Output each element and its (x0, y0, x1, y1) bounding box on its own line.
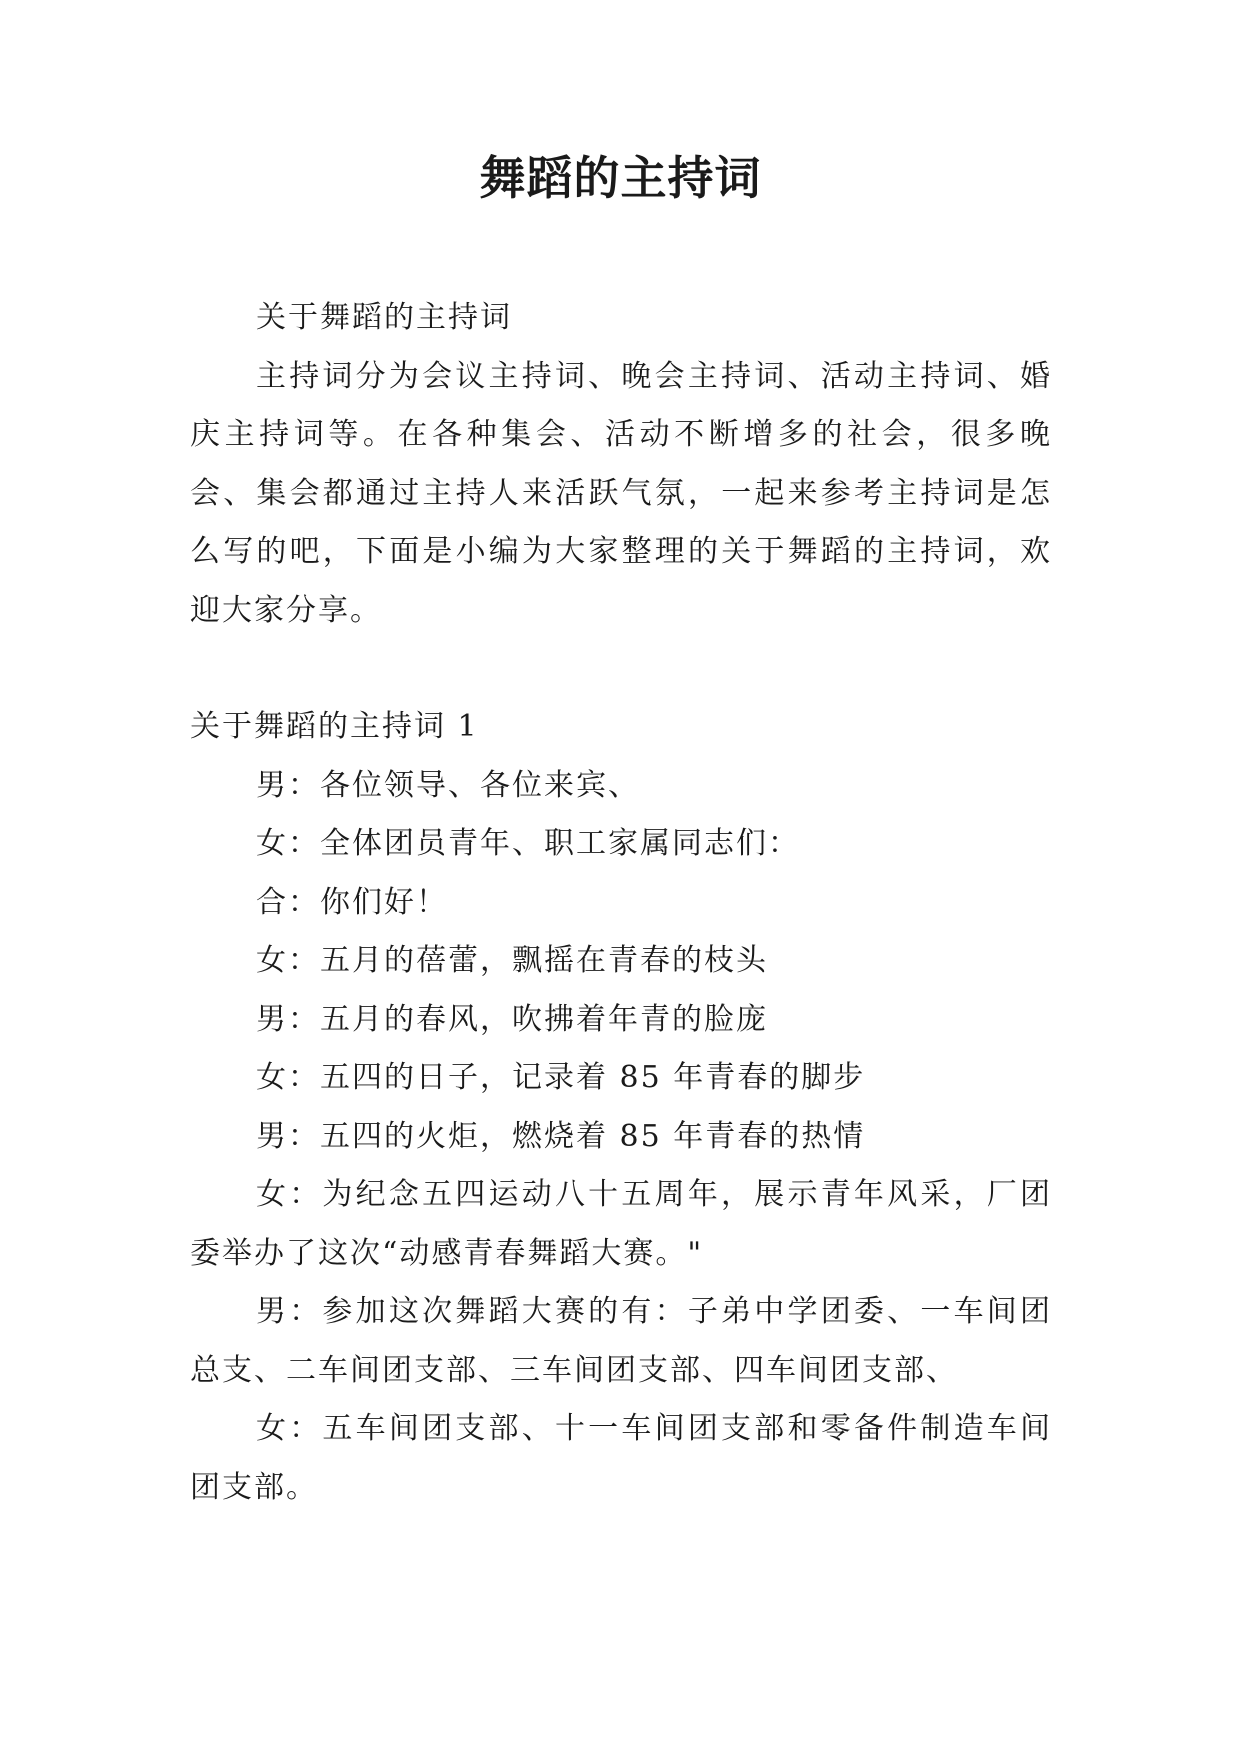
dialogue-line: 男：参加这次舞蹈大赛的有：子弟中学团委、一车间团总支、二车间团支部、三车间团支部、四车间团支部、 (190, 1294, 1052, 1388)
dialogue-line: 女：五车间团支部、十一车间团支部和零备件制造车间团支部。 (190, 1411, 1052, 1505)
document-title: 舞蹈的主持词 (479, 151, 762, 205)
section-spacer (190, 640, 1052, 698)
intro-paragraph: 主持词分为会议主持词、晚会主持词、活动主持词、婚庆主持词等。在各种集会、活动不断增多的社会，很多晚会、集会都通过主持人来活跃气氛，一起来参考主持词是怎么写的吧，下面是小编为大家整理的关于舞蹈的主持词，欢迎大家分享。 (190, 358, 1052, 628)
dialogue-line: 合：你们好！ (256, 884, 448, 920)
dialogue-line: 女：为纪念五四运动八十五周年，展示青年风采，厂团委举办了这次“动感青春舞蹈大赛。" (190, 1177, 1052, 1271)
dialogue-line: 女：全体团员青年、职工家属同志们： (256, 826, 800, 861)
dialogue-line: 男：各位领导、各位来宾、 (256, 767, 640, 803)
dialogue-line: 女：五四的日子，记录着 85 年青春的脚步 (256, 1060, 866, 1095)
section-heading: 关于舞蹈的主持词 1 (190, 709, 479, 744)
intro-heading: 关于舞蹈的主持词 (256, 300, 512, 335)
dialogue-line: 男：五月的春风，吹拂着年青的脸庞 (256, 1001, 768, 1037)
document-body (190, 289, 1052, 1517)
dialogue-line: 女：五月的蓓蕾，飘摇在青春的枝头 (256, 943, 768, 978)
dialogue-line: 男：五四的火炬，燃烧着 85 年青春的热情 (256, 1118, 866, 1154)
